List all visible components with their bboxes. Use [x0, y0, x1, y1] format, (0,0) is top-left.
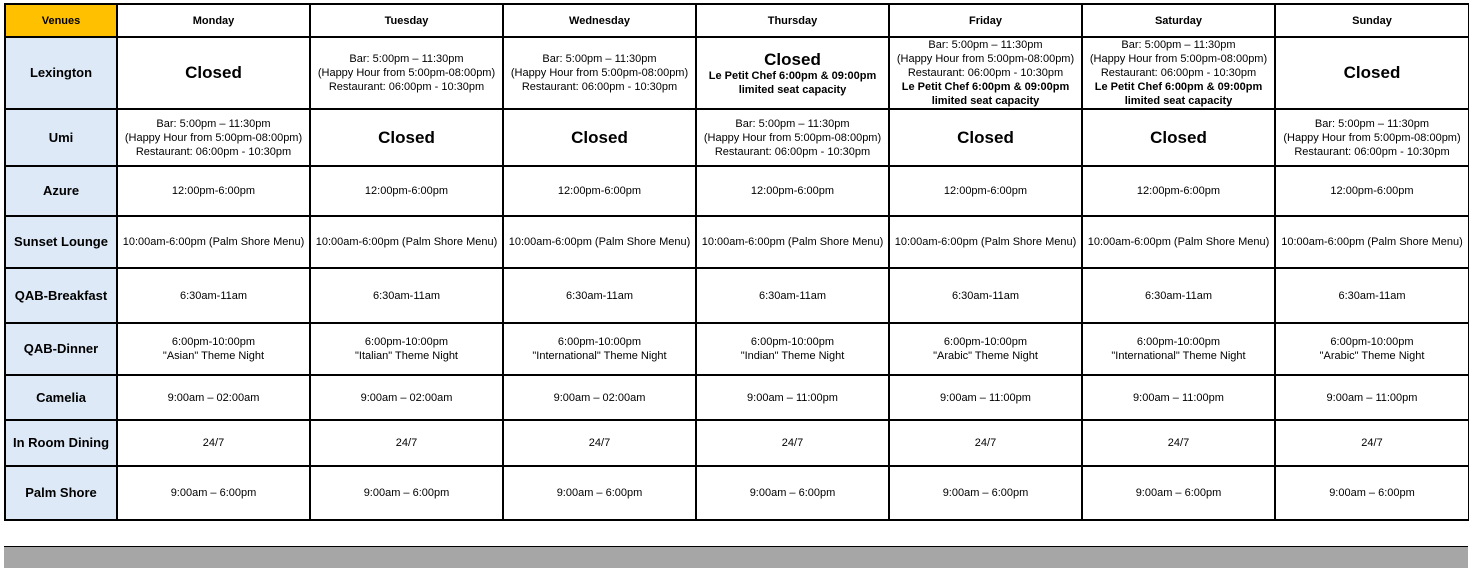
hours-line: 12:00pm-6:00pm [1136, 185, 1221, 197]
schedule-cell-saturday [1082, 268, 1275, 323]
schedule-cell-saturday [1082, 216, 1275, 268]
hours-line: 12:00pm-6:00pm [171, 185, 256, 197]
hours-line: (Happy Hour from 5:00pm-08:00pm) [317, 67, 496, 79]
hours-line: 12:00pm-6:00pm [750, 185, 835, 197]
hours-line: 6:00pm-10:00pm [171, 336, 256, 348]
table-row [5, 466, 1469, 520]
day-header-saturday: Saturday [1082, 4, 1275, 37]
hours-line: 24/7 [974, 437, 997, 449]
schedule-cell-sunday [1275, 323, 1469, 375]
schedule-cell-wednesday [503, 216, 696, 268]
schedule-cell-saturday [1082, 420, 1275, 466]
hours-line: 10:00am-6:00pm (Palm Shore Menu) [1087, 236, 1270, 248]
hours-line: 6:00pm-10:00pm [750, 336, 835, 348]
schedule-cell-thursday [696, 109, 889, 166]
hours-line: 6:00pm-10:00pm [557, 336, 642, 348]
table-row [5, 420, 1469, 466]
schedule-cell-saturday [1082, 375, 1275, 420]
hours-line: Bar: 5:00pm – 11:30pm [1121, 39, 1236, 51]
hours-line: Bar: 5:00pm – 11:30pm [349, 53, 464, 65]
hours-line: 24/7 [1167, 437, 1190, 449]
schedule-cell-friday [889, 268, 1082, 323]
day-header-tuesday: Tuesday [310, 4, 503, 37]
schedule-cell-monday [117, 166, 310, 216]
hours-line: 24/7 [588, 437, 611, 449]
schedule-cell-sunday [1275, 216, 1469, 268]
hours-line: 9:00am – 6:00pm [749, 487, 836, 499]
day-header-monday: Monday [117, 4, 310, 37]
table-row [5, 375, 1469, 420]
schedule-cell-saturday [1082, 166, 1275, 216]
schedule-cell-thursday [696, 166, 889, 216]
closed-label: Closed [185, 63, 242, 82]
table-row [5, 109, 1469, 166]
hours-line: 6:30am-11am [1144, 289, 1213, 302]
closed-label: Closed [764, 49, 821, 69]
table-row [5, 166, 1469, 216]
hours-line: 9:00am – 6:00pm [170, 487, 257, 499]
hours-line: 6:30am-11am [758, 289, 827, 302]
day-header-sunday: Sunday [1275, 4, 1469, 37]
closed-label: Closed [957, 127, 1014, 147]
chef-note: limited seat capacity [1124, 95, 1233, 107]
hours-line: 9:00am – 6:00pm [363, 487, 450, 499]
hours-line: 6:00pm-10:00pm [364, 336, 449, 348]
schedule-cell-saturday [1082, 37, 1275, 109]
hours-line: 12:00pm-6:00pm [557, 185, 642, 197]
hours-line: (Happy Hour from 5:00pm-08:00pm) [510, 67, 689, 79]
hours-line: 24/7 [202, 437, 225, 449]
chef-note: limited seat capacity [931, 95, 1040, 107]
hours-line: Bar: 5:00pm – 11:30pm [735, 117, 850, 130]
hours-line: "Arabic" Theme Night [1319, 350, 1425, 362]
schedule-cell-friday [889, 216, 1082, 268]
schedule-cell-wednesday [503, 420, 696, 466]
schedule-cell-friday [889, 375, 1082, 420]
schedule-cell-tuesday [310, 109, 503, 166]
venue-name-cell: QAB-Breakfast [5, 268, 117, 323]
hours-line: Restaurant: 06:00pm - 10:30pm [328, 81, 485, 93]
schedule-cell-wednesday [503, 375, 696, 420]
hours-line: (Happy Hour from 5:00pm-08:00pm) [896, 53, 1075, 65]
hours-line: Bar: 5:00pm – 11:30pm [156, 117, 271, 130]
hours-line: (Happy Hour from 5:00pm-08:00pm) [1283, 131, 1461, 144]
closed-label: Closed [1343, 63, 1401, 82]
schedule-cell-sunday [1275, 109, 1469, 166]
closed-label: Closed [1150, 127, 1207, 147]
day-header-wednesday: Wednesday [503, 4, 696, 37]
schedule-cell-wednesday [503, 109, 696, 166]
schedule-cell-wednesday [503, 323, 696, 375]
footer-strip [4, 546, 1468, 568]
hours-line: 9:00am – 02:00am [360, 391, 453, 404]
hours-line: 6:30am-11am [179, 289, 248, 302]
schedule-cell-sunday [1275, 37, 1469, 109]
hours-line: 10:00am-6:00pm (Palm Shore Menu) [122, 236, 305, 248]
hours-line: "Italian" Theme Night [355, 350, 458, 362]
schedule-cell-sunday [1275, 466, 1469, 520]
hours-line: 6:00pm-10:00pm [943, 336, 1028, 348]
table-row [5, 323, 1469, 375]
venue-name-cell: Palm Shore [5, 466, 117, 520]
day-header-friday: Friday [889, 4, 1082, 37]
venue-name-cell: Sunset Lounge [5, 216, 117, 268]
schedule-cell-sunday [1275, 268, 1469, 323]
hours-line: Restaurant: 06:00pm - 10:30pm [714, 145, 871, 158]
venue-name-cell: In Room Dining [5, 420, 117, 466]
hours-line: 10:00am-6:00pm (Palm Shore Menu) [894, 236, 1077, 248]
schedule-cell-saturday [1082, 109, 1275, 166]
schedule-cell-tuesday [310, 37, 503, 109]
hours-line: 10:00am-6:00pm (Palm Shore Menu) [701, 236, 884, 248]
hours-line: Restaurant: 06:00pm - 10:30pm [135, 145, 292, 158]
schedule-cell-tuesday [310, 323, 503, 375]
hours-line: 6:30am-11am [372, 289, 441, 302]
schedule-cell-tuesday [310, 466, 503, 520]
hours-line: Restaurant: 06:00pm - 10:30pm [1294, 145, 1450, 158]
schedule-cell-friday [889, 323, 1082, 375]
schedule-cell-thursday [696, 323, 889, 375]
hours-line: Bar: 5:00pm – 11:30pm [542, 53, 657, 65]
schedule-cell-saturday [1082, 466, 1275, 520]
hours-line: Restaurant: 06:00pm - 10:30pm [907, 67, 1064, 79]
venue-name-cell: Lexington [5, 37, 117, 109]
venue-name-cell: Camelia [5, 375, 117, 420]
hours-line: 12:00pm-6:00pm [943, 185, 1028, 197]
hours-line: "International" Theme Night [1111, 350, 1246, 362]
schedule-cell-monday [117, 37, 310, 109]
hours-line: 6:30am-11am [951, 289, 1020, 302]
hours-line: (Happy Hour from 5:00pm-08:00pm) [1089, 53, 1268, 65]
hours-line: (Happy Hour from 5:00pm-08:00pm) [703, 131, 882, 144]
schedule-cell-saturday [1082, 323, 1275, 375]
hours-line: 6:00pm-10:00pm [1136, 336, 1221, 348]
hours-line: 12:00pm-6:00pm [1330, 185, 1414, 197]
schedule-cell-monday [117, 420, 310, 466]
schedule-cell-thursday [696, 420, 889, 466]
schedule-cell-monday [117, 216, 310, 268]
schedule-cell-monday [117, 375, 310, 420]
venue-name-cell: Azure [5, 166, 117, 216]
hours-line: 9:00am – 6:00pm [556, 487, 643, 499]
schedule-cell-tuesday [310, 375, 503, 420]
hours-line: Restaurant: 06:00pm - 10:30pm [1100, 67, 1257, 79]
schedule-cell-thursday [696, 268, 889, 323]
hours-line: "Indian" Theme Night [740, 350, 845, 362]
hours-line: Restaurant: 06:00pm - 10:30pm [521, 81, 678, 93]
table-row [5, 216, 1469, 268]
schedule-cell-friday [889, 166, 1082, 216]
schedule-cell-sunday [1275, 166, 1469, 216]
hours-line: 9:00am – 6:00pm [942, 487, 1029, 499]
hours-line: 24/7 [1361, 437, 1383, 449]
schedule-cell-monday [117, 268, 310, 323]
table-row [5, 37, 1469, 109]
hours-line: 9:00am – 11:00pm [1326, 391, 1418, 404]
schedule-cell-friday [889, 37, 1082, 109]
schedule-cell-wednesday [503, 37, 696, 109]
hours-line: 10:00am-6:00pm (Palm Shore Menu) [1281, 236, 1463, 248]
header-row [5, 4, 1469, 37]
chef-note: Le Petit Chef 6:00pm & 09:00pm [901, 81, 1070, 93]
schedule-cell-friday [889, 466, 1082, 520]
closed-label: Closed [571, 127, 628, 147]
schedule-cell-monday [117, 323, 310, 375]
schedule-cell-tuesday [310, 420, 503, 466]
schedule-cell-wednesday [503, 166, 696, 216]
venue-schedule-table [4, 3, 1469, 521]
hours-line: 10:00am-6:00pm (Palm Shore Menu) [508, 236, 691, 248]
hours-line: "Asian" Theme Night [162, 350, 265, 362]
hours-line: 9:00am – 6:00pm [1135, 487, 1222, 499]
hours-line: 9:00am – 02:00am [167, 391, 260, 404]
venues-header-cell: Venues [5, 4, 117, 37]
hours-line: (Happy Hour from 5:00pm-08:00pm) [124, 131, 303, 144]
schedule-cell-thursday [696, 466, 889, 520]
hours-line: 12:00pm-6:00pm [364, 185, 449, 197]
table-row [5, 268, 1469, 323]
closed-label: Closed [378, 127, 435, 147]
day-header-thursday: Thursday [696, 4, 889, 37]
schedule-cell-thursday [696, 37, 889, 109]
schedule-cell-monday [117, 109, 310, 166]
venue-name-cell: Umi [5, 109, 117, 166]
hours-line: 9:00am – 11:00pm [940, 391, 1031, 404]
hours-line: "Arabic" Theme Night [933, 350, 1038, 362]
hours-line: 9:00am – 11:00pm [1133, 391, 1224, 404]
schedule-cell-wednesday [503, 466, 696, 520]
hours-line: 6:00pm-10:00pm [1330, 336, 1414, 348]
schedule-cell-thursday [696, 375, 889, 420]
schedule-cell-friday [889, 109, 1082, 166]
schedule-cell-tuesday [310, 216, 503, 268]
hours-line: 9:00am – 02:00am [553, 391, 646, 404]
schedule-cell-wednesday [503, 268, 696, 323]
schedule-cell-thursday [696, 216, 889, 268]
schedule-cell-tuesday [310, 268, 503, 323]
hours-line: Bar: 5:00pm – 11:30pm [1314, 117, 1430, 130]
chef-note: Le Petit Chef 6:00pm & 09:00pm [1094, 81, 1263, 93]
schedule-cell-sunday [1275, 375, 1469, 420]
hours-line: 24/7 [781, 437, 804, 449]
chef-note: limited seat capacity [738, 83, 847, 96]
hours-line: "International" Theme Night [532, 350, 667, 362]
hours-line: 10:00am-6:00pm (Palm Shore Menu) [315, 236, 498, 248]
schedule-cell-monday [117, 466, 310, 520]
schedule-cell-friday [889, 420, 1082, 466]
hours-line: 24/7 [395, 437, 418, 449]
hours-line: Bar: 5:00pm – 11:30pm [928, 39, 1043, 51]
schedule-cell-tuesday [310, 166, 503, 216]
hours-line: 9:00am – 11:00pm [747, 391, 838, 404]
hours-line: 6:30am-11am [1338, 289, 1406, 302]
chef-note: Le Petit Chef 6:00pm & 09:00pm [708, 69, 877, 82]
hours-line: 9:00am – 6:00pm [1329, 487, 1415, 499]
schedule-cell-sunday [1275, 420, 1469, 466]
hours-line: 6:30am-11am [565, 289, 634, 302]
venue-name-cell: QAB-Dinner [5, 323, 117, 375]
